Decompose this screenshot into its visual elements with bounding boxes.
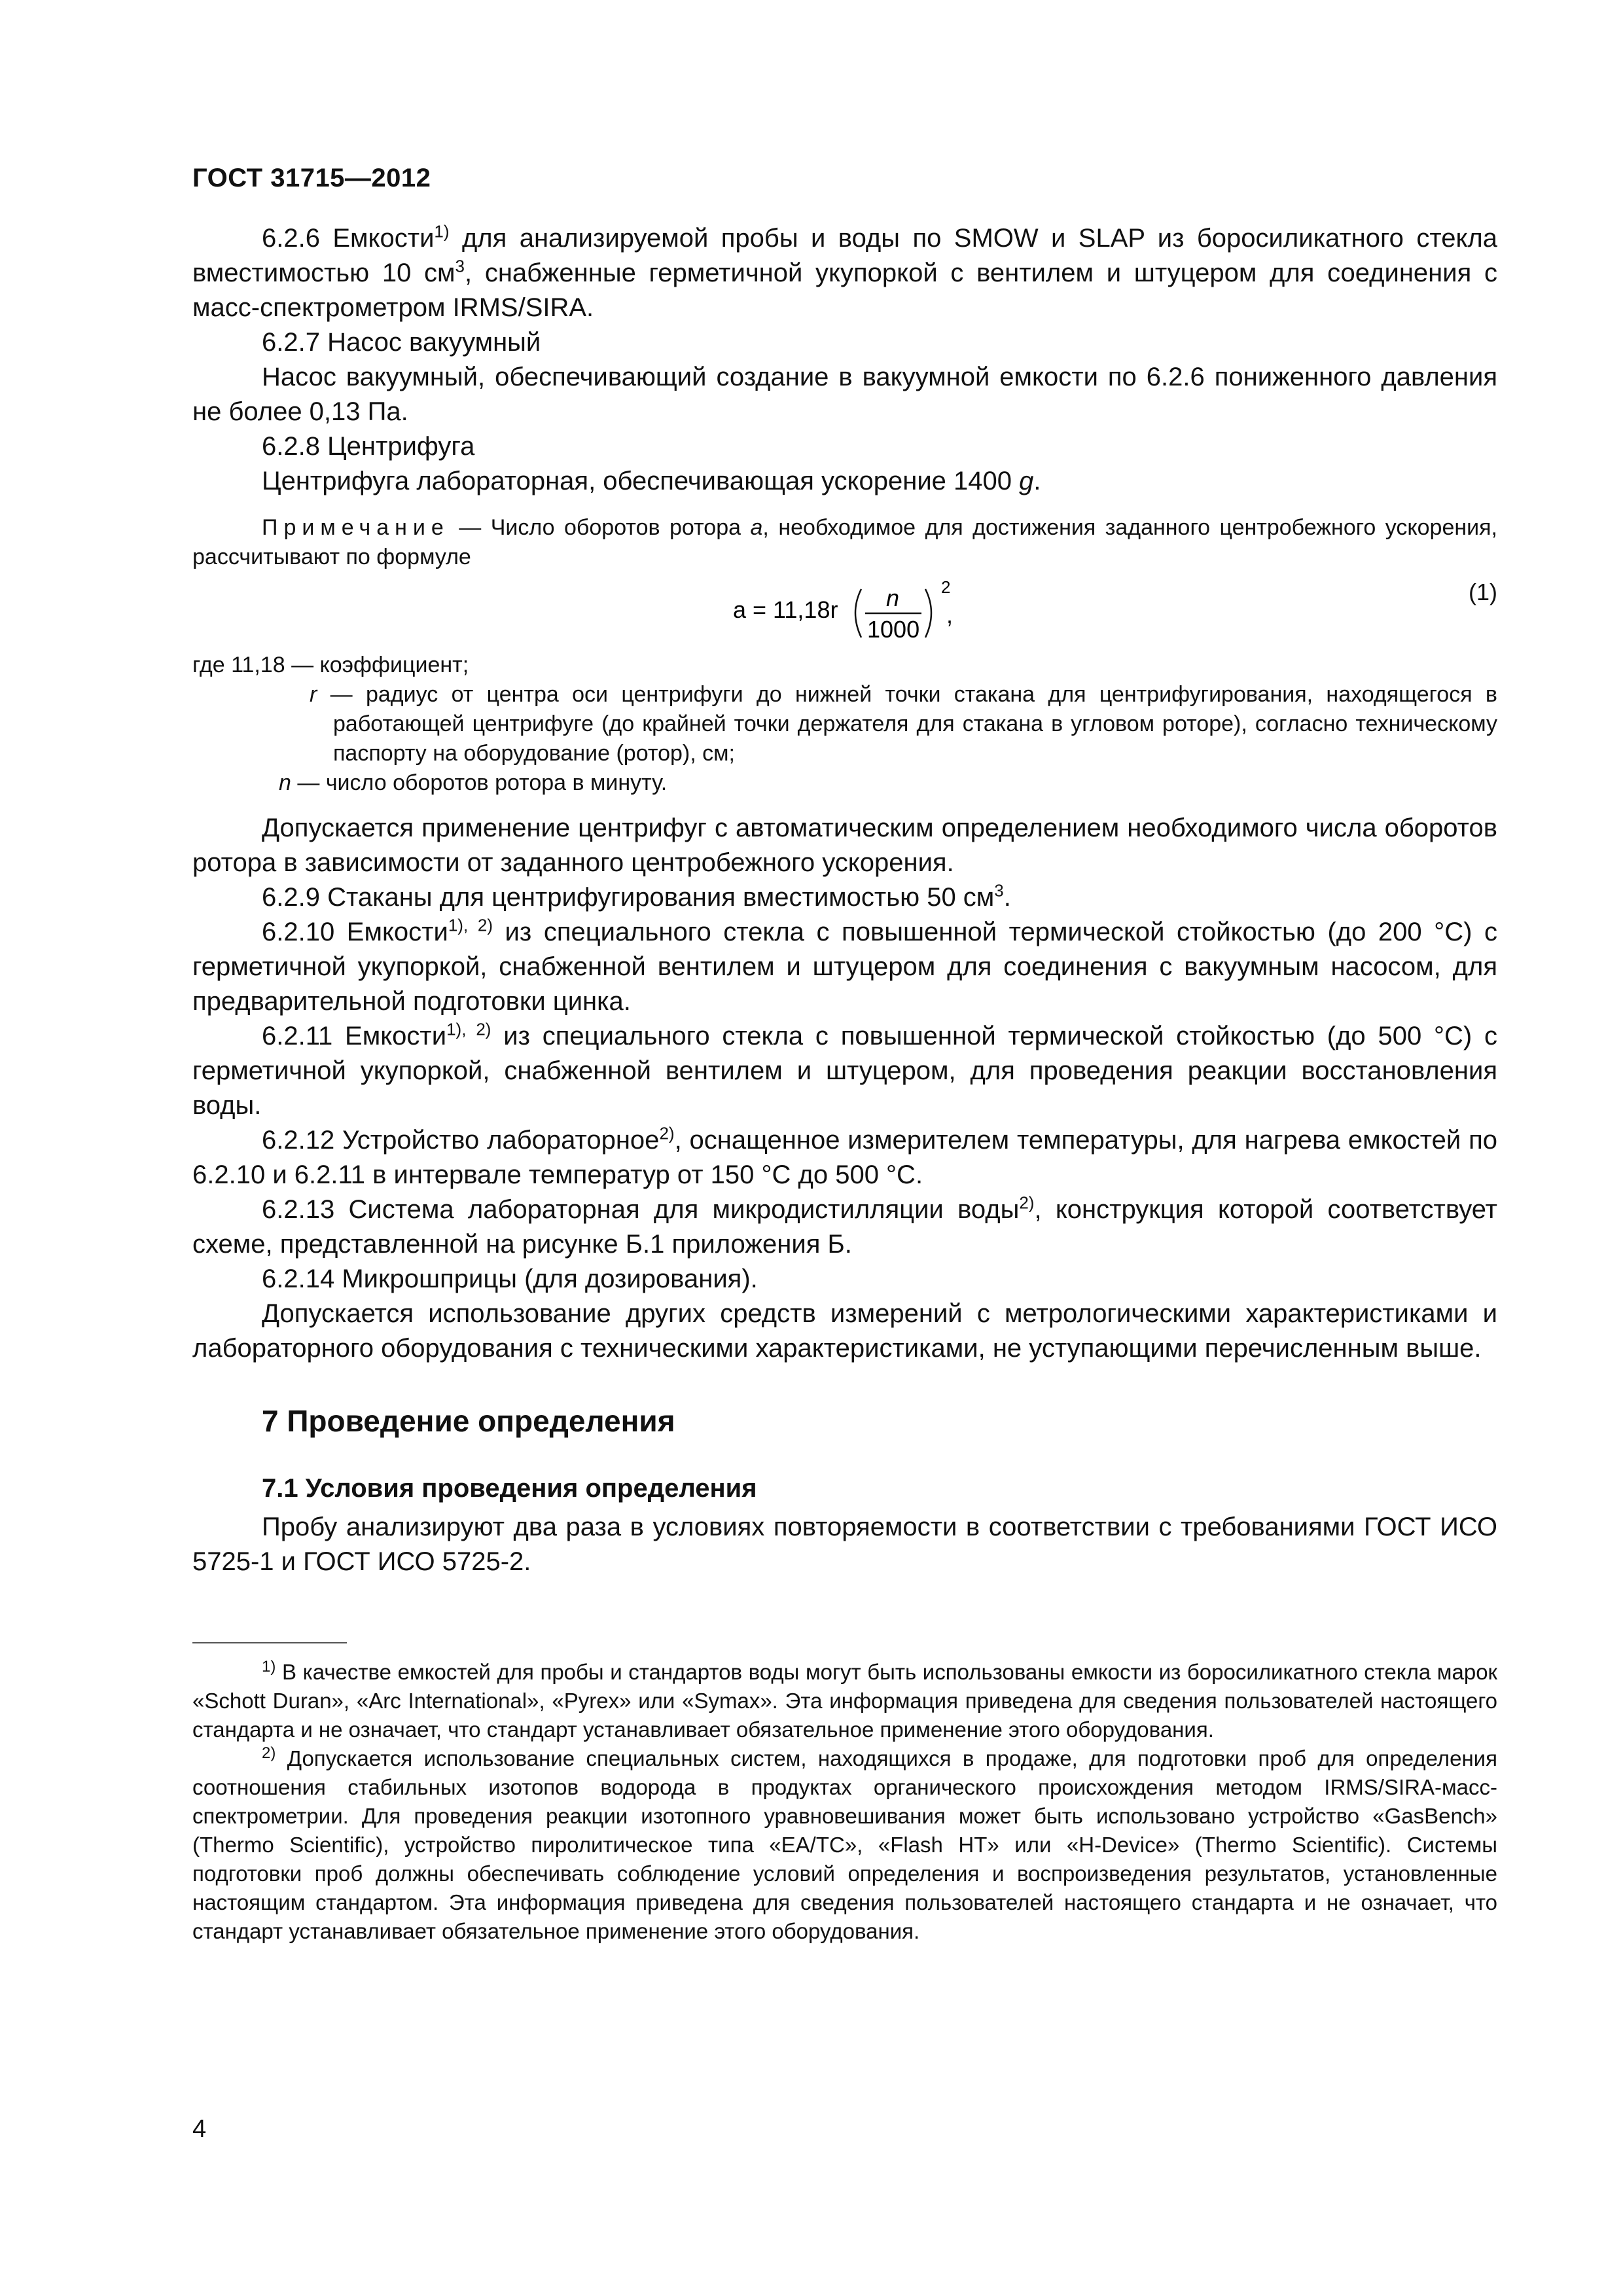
paragraph-6-2-9 [192,880,1497,915]
left-paren [855,589,861,637]
text-run: 6.2.9 Стаканы для центрифугирования вместимостью 50 см [262,883,995,912]
italic-g: g [1019,467,1034,495]
footnote-ref: 2) [659,1123,675,1143]
footnote-ref: 1) [434,221,450,242]
formula-tail: , [946,601,954,628]
text-run: 6.2.10 Емкости [262,918,448,946]
text-run: — Число оборотов ротора [449,515,751,540]
text-run: , необходимое для достижения заданного центробежного ускорения, рассчитывают по формуле [192,515,1498,569]
text-run: из специального стекла с повышенной термической стойкостью (до 200 °С) с герметичной укупоркой, снабженной вентилем и штуцером для соединения с вакуумным насосом, для предварительной подготовки цинка. [192,918,1498,1016]
formula-numerator: n [886,584,900,611]
paragraph-6-2-13 [192,1193,1497,1262]
note-label: Примечание [262,515,450,540]
legend-row-coefficient: где 11,18 — коэффициент; [192,653,469,677]
text-run: Центрифуга лабораторная, обеспечивающая ускорение 1400 [262,467,1020,495]
text-run: — число оборотов ротора в минуту. [291,770,668,795]
paragraph-6-2-7: Насос вакуумный, обеспечивающий создание в вакуумной емкости по 6.2.6 пониженного давления не более 0,13 Па. [192,363,1497,426]
superscript-cube: 3 [994,880,1004,901]
paragraph-6-2-14: 6.2.14 Микрошприцы (для дозирования). [262,1265,758,1293]
section-7-title: 7 Проведение определения [262,1404,675,1438]
formula-legend [192,651,1497,798]
text-run: , конструкция которой соответствует схеме, представленной на рисунке Б.1 приложения Б. [192,1195,1497,1259]
text-run: для анализируемой пробы и воды по SMOW и SLAP из боросиликатного стекла вместимостью 10 см [192,224,1497,287]
italic-n: n [279,770,291,795]
formula-block [192,572,1497,651]
footnote-1 [192,1658,1497,1744]
formula-power: 2 [941,577,951,597]
page-number: 4 [192,2115,207,2143]
heading-6-2-8: 6.2.8 Центрифуга [262,432,475,461]
spacer [192,798,1497,811]
text-run: Допускается использование специальных систем, находящихся в продаже, для подготовки проб для определения соотношения стабильных изотопов водорода в продуктах органического происхождения методом IRMS/SIRA-масс-спектрометрии. Для проведения реакции изотопного уравновешивания может быть использовано устройство «GasBench» (Thermo Scientific), устройство пиролитическое типа «EA/TC», «Flash HT» или «H-Device» (Thermo Scientific). Системы подготовки проб должны обеспечивать соблюдение условий определения и воспроизведения результатов, установленные настоящим стандартом. Эта информация приведена для сведения пользователей настоящего стандарта и не означает, что стандарт устанавливает обязательное применение этого оборудования. [192,1746,1497,1943]
superscript-cube: 3 [455,256,465,276]
paragraph-6-2-11 [192,1019,1497,1123]
text-run: . [1033,467,1041,495]
subsection-7-1-title: 7.1 Условия проведения определения [262,1474,757,1503]
text-run: 6.2.13 Система лабораторная для микродистилляции воды [262,1195,1020,1224]
page-content [192,221,1497,1946]
formula-expression [733,576,1008,649]
footnote-ref: 2) [1019,1193,1035,1213]
italic-r: r [310,682,317,707]
paragraph-6-2-8 [192,464,1497,499]
text-run: 6.2.6 Емкости [262,224,435,253]
text-run: . [1003,883,1011,912]
paragraph-7-1: Пробу анализируют два раза в условиях повторяемости в соответствии с требованиями ГОСТ ИСО 5725-1 и ГОСТ ИСО 5725-2. [192,1513,1497,1576]
legend-row-n [192,768,1497,798]
paragraph-6-2-12 [192,1123,1497,1193]
italic-a: a [750,515,763,540]
footnote-ref: 1), 2) [446,1019,491,1039]
formula-denominator: 1000 [867,616,920,643]
formula-lhs: a = 11,18r [733,596,838,623]
footnote-mark: 1) [262,1658,276,1676]
text-run: 6.2.11 Емкости [262,1022,447,1050]
formula-number: (1) [1469,579,1497,605]
text-run: — радиус от центра оси центрифуги до нижней точки стакана для центрифугирования, находящегося в работающей центрифуге (до крайней точки держателя для стакана в угловом роторе), согласно техническому паспорту на оборудование (ротор), см; [317,682,1497,766]
text-run: , снабженные герметичной укупоркой с вентилем и штуцером для соединения с масс-спектрометром IRMS/SIRA. [192,259,1497,322]
text-run: В качестве емкостей для пробы и стандартов воды могут быть использованы емкости из боросиликатного стекла марок «Schott Duran», «Arc International», «Pyrex» или «Symax». Эта информация приведена для сведения пользователей настоящего стандарта и не означает, что стандарт устанавливает обязательное применение этого оборудования. [192,1660,1497,1742]
footnote-divider [192,1642,347,1643]
paragraph-6-2-6 [192,221,1497,325]
right-paren [925,589,931,637]
paragraph-6-2-10 [192,915,1497,1019]
legend-row-r [192,680,1497,768]
note-paragraph [192,513,1497,572]
text-run: из специального стекла с повышенной термической стойкостью (до 500 °С) с герметичной укупоркой, снабженной вентилем и штуцером, для проведения реакции восстановления воды. [192,1022,1497,1120]
paragraph-equipment-allow: Допускается использование других средств измерений с метрологическими характеристиками и лабораторного оборудования с техническими характеристиками, не уступающими перечисленным выше. [192,1299,1497,1363]
footnote-mark: 2) [262,1744,276,1762]
text-run: 6.2.12 Устройство лабораторное [262,1126,660,1155]
heading-6-2-7: 6.2.7 Насос вакуумный [262,328,541,357]
footnote-2 [192,1744,1497,1946]
footnote-ref: 1), 2) [448,915,493,935]
text-run: , оснащенное измерителем температуры, для нагрева емкостей по 6.2.10 и 6.2.11 в интервале температур от 150 °С до 500 °С. [192,1126,1497,1189]
paragraph-centrifuge-allow: Допускается применение центрифуг с автоматическим определением необходимого числа оборотов ротора в зависимости от заданного центробежного ускорения. [192,814,1497,877]
document-header: ГОСТ 31715—2012 [192,164,431,192]
